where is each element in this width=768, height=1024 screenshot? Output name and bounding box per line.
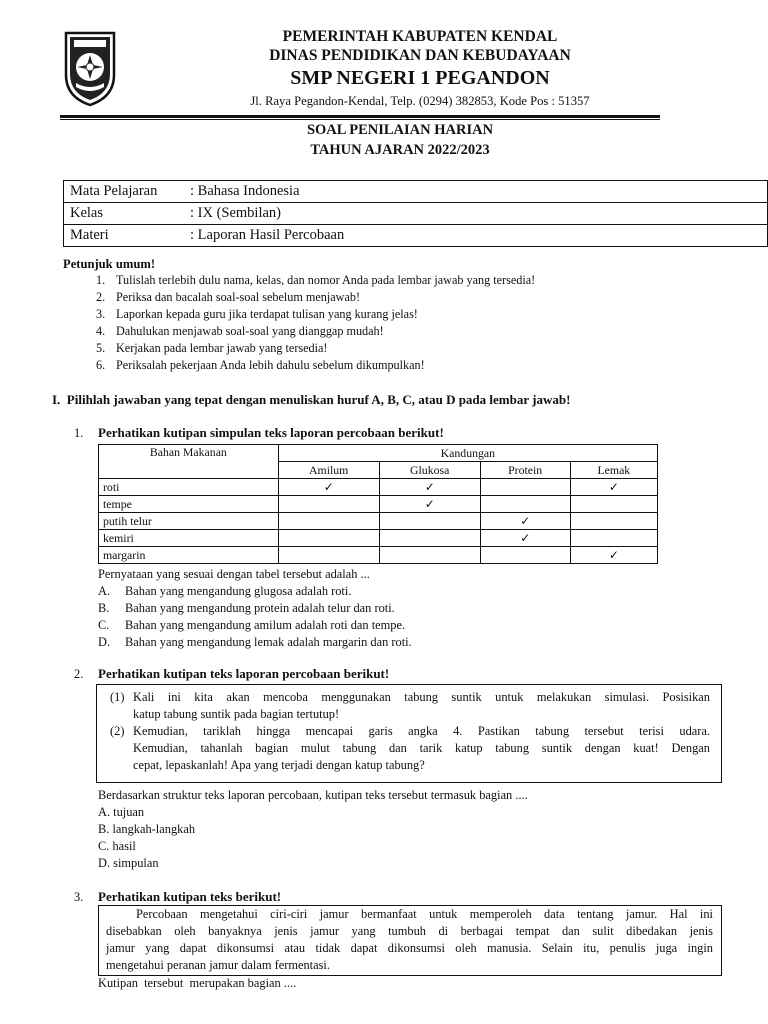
column-header: Lemak bbox=[570, 462, 657, 479]
check-cell bbox=[570, 530, 657, 547]
answer-option: D. simpulan bbox=[98, 856, 159, 870]
question-3-number: 3. bbox=[74, 890, 84, 904]
exam-year: TAHUN AJARAN 2022/2023 bbox=[310, 142, 490, 158]
food-cell: roti bbox=[99, 479, 279, 496]
kendal-regency-crest-icon bbox=[62, 27, 118, 107]
letterhead-divider-thin bbox=[60, 119, 660, 120]
letterhead-line-1: PEMERINTAH KABUPATEN KENDAL bbox=[282, 28, 558, 45]
excerpt-line: cepat, lepaskanlah! Apa yang terjadi dengan katup tabung? bbox=[133, 758, 425, 772]
option-letter: A. bbox=[98, 584, 111, 598]
check-cell bbox=[379, 513, 480, 530]
column-header: Glukosa bbox=[379, 462, 480, 479]
info-value: : Laporan Hasil Percobaan bbox=[190, 227, 345, 243]
table-row bbox=[99, 479, 658, 496]
check-cell bbox=[480, 496, 570, 513]
excerpt-paragraph-number: (1) bbox=[110, 690, 125, 704]
check-cell: ✓ bbox=[480, 513, 570, 530]
subject-info-table bbox=[63, 180, 768, 247]
answer-option: C. hasil bbox=[98, 839, 136, 853]
check-cell: ✓ bbox=[570, 547, 657, 564]
answer-option bbox=[98, 584, 351, 599]
instruction-item bbox=[96, 273, 535, 288]
answer-option: B. langkah-langkah bbox=[98, 822, 196, 836]
option-letter: B. bbox=[98, 601, 110, 615]
instruction-text: Dahulukan menjawab soal-soal yang dianggap mudah! bbox=[116, 324, 384, 338]
excerpt-line: mengetahui peranan jamur dalam fermentasi. bbox=[106, 958, 330, 972]
check-cell: ✓ bbox=[379, 496, 480, 513]
section-1-heading: I. Pilihlah jawaban yang tepat dengan menuliskan huruf A, B, C, atau D pada lembar jawab! bbox=[52, 392, 571, 407]
instruction-text: Periksalah pekerjaan Anda lebih dahulu sebelum dikumpulkan! bbox=[116, 358, 425, 372]
check-cell bbox=[480, 479, 570, 496]
letterhead-divider bbox=[60, 115, 660, 118]
excerpt-paragraph-number: (2) bbox=[110, 724, 125, 738]
instruction-number: 1. bbox=[96, 273, 106, 287]
question-2-title: Perhatikan kutipan teks laporan percobaan berikut! bbox=[98, 666, 390, 681]
info-row bbox=[64, 181, 768, 203]
check-cell bbox=[278, 513, 379, 530]
instructions-heading: Petunjuk umum! bbox=[63, 257, 156, 271]
check-cell bbox=[570, 513, 657, 530]
info-label: Kelas bbox=[70, 205, 104, 221]
check-cell bbox=[480, 547, 570, 564]
option-text: Bahan yang mengandung glugosa adalah roti. bbox=[125, 584, 352, 598]
instruction-text: Kerjakan pada lembar jawab yang tersedia! bbox=[116, 341, 328, 355]
question-3-stem: Kutipan tersebut merupakan bagian .... bbox=[98, 976, 297, 990]
instruction-text: Periksa dan bacalah soal-soal sebelum menjawab! bbox=[116, 290, 360, 304]
table-row bbox=[99, 530, 658, 547]
table-row bbox=[99, 513, 658, 530]
check-cell bbox=[379, 530, 480, 547]
info-value: : IX (Sembilan) bbox=[190, 205, 282, 221]
table-row bbox=[99, 547, 658, 564]
food-cell: tempe bbox=[99, 496, 279, 513]
instruction-text: Tulislah terlebih dulu nama, kelas, dan nomor Anda pada lembar jawab yang tersedia! bbox=[116, 273, 536, 287]
excerpt-line: Percobaan mengetahui ciri-ciri jamur bermanfaat untuk memperoleh data tentang jamur. Hal ini bbox=[136, 907, 713, 921]
option-text: Bahan yang mengandung amilum adalah roti dan tempe. bbox=[125, 618, 406, 632]
instruction-number: 5. bbox=[96, 341, 106, 355]
nutrition-header-row bbox=[99, 445, 658, 462]
question-2-stem: Berdasarkan struktur teks laporan percobaan, kutipan teks tersebut termasuk bagian .... bbox=[98, 788, 528, 802]
answer-option bbox=[98, 635, 412, 650]
option-text: Bahan yang mengandung lemak adalah margarin dan roti. bbox=[125, 635, 412, 649]
food-cell: kemiri bbox=[99, 530, 279, 547]
check-cell bbox=[379, 547, 480, 564]
instruction-item bbox=[96, 358, 425, 373]
column-header: Amilum bbox=[278, 462, 379, 479]
check-cell bbox=[278, 530, 379, 547]
instruction-item bbox=[96, 341, 327, 356]
instruction-item bbox=[96, 307, 418, 322]
instruction-number: 6. bbox=[96, 358, 106, 372]
excerpt-line: Kemudian, tahanlah bagian mulut tabung dan tarik katup tabung suntik dengan kuat! Dengan bbox=[133, 741, 710, 755]
option-letter: C. bbox=[98, 618, 110, 632]
table-row bbox=[99, 496, 658, 513]
option-letter: D. bbox=[98, 635, 111, 649]
answer-option: A. tujuan bbox=[98, 805, 145, 819]
info-label: Materi bbox=[70, 227, 109, 243]
check-cell: ✓ bbox=[570, 479, 657, 496]
column-header-group: Kandungan bbox=[278, 445, 657, 462]
check-cell bbox=[570, 496, 657, 513]
instruction-text: Laporkan kepada guru jika terdapat tulisan yang kurang jelas! bbox=[116, 307, 418, 321]
info-row bbox=[64, 203, 768, 225]
school-address: Jl. Raya Pegandon-Kendal, Telp. (0294) 382853, Kode Pos : 51357 bbox=[250, 94, 590, 108]
question-3-title: Perhatikan kutipan teks berikut! bbox=[98, 889, 282, 904]
food-cell: margarin bbox=[99, 547, 279, 564]
school-name: SMP NEGERI 1 PEGANDON bbox=[290, 67, 550, 89]
instruction-item bbox=[96, 290, 360, 305]
info-label: Mata Pelajaran bbox=[70, 183, 158, 199]
instruction-item bbox=[96, 324, 384, 339]
instruction-number: 4. bbox=[96, 324, 106, 338]
school-crest-logo bbox=[62, 27, 118, 107]
question-2-number: 2. bbox=[74, 667, 84, 681]
excerpt-line: Kemudian, tariklah hingga mencapai garis angka 4. Pastikan tabung tersebut terisi udara. bbox=[133, 724, 710, 738]
info-value: : Bahasa Indonesia bbox=[190, 183, 300, 199]
instruction-number: 2. bbox=[96, 290, 106, 304]
excerpt-line: disebabkan oleh banyaknya jenis jamur yang tumbuh di berbagai tempat dan sulit dibedakan jenis bbox=[106, 924, 713, 938]
exam-title: SOAL PENILAIAN HARIAN bbox=[306, 122, 494, 138]
question-1-number: 1. bbox=[74, 426, 84, 440]
check-cell bbox=[278, 547, 379, 564]
instruction-number: 3. bbox=[96, 307, 106, 321]
column-header: Protein bbox=[480, 462, 570, 479]
answer-option bbox=[98, 618, 405, 633]
nutrition-table bbox=[98, 444, 658, 564]
answer-option bbox=[98, 601, 395, 616]
option-text: Bahan yang mengandung protein adalah telur dan roti. bbox=[125, 601, 395, 615]
letterhead-line-2: DINAS PENDIDIKAN DAN KEBUDAYAAN bbox=[269, 47, 571, 64]
question-1-stem: Pernyataan yang sesuai dengan tabel tersebut adalah ... bbox=[98, 567, 370, 581]
check-cell bbox=[278, 496, 379, 513]
excerpt-line: jamur yang dapat dikonsumsi atau tidak dapat dikonsumsi oleh manusia. Selain itu, penulis juga ingin bbox=[106, 941, 713, 955]
check-cell: ✓ bbox=[480, 530, 570, 547]
column-header-food: Bahan Makanan bbox=[99, 445, 279, 479]
check-cell: ✓ bbox=[278, 479, 379, 496]
question-1-title: Perhatikan kutipan simpulan teks laporan percobaan berikut! bbox=[98, 425, 444, 440]
excerpt-line: Kali ini kita akan mencoba menggunakan tabung suntik untuk melakukan simulasi. Posisikan bbox=[133, 690, 710, 704]
check-cell: ✓ bbox=[379, 479, 480, 496]
food-cell: putih telur bbox=[99, 513, 279, 530]
info-row bbox=[64, 225, 768, 247]
excerpt-line: katup tabung suntik pada bagian tertutup! bbox=[133, 707, 340, 721]
